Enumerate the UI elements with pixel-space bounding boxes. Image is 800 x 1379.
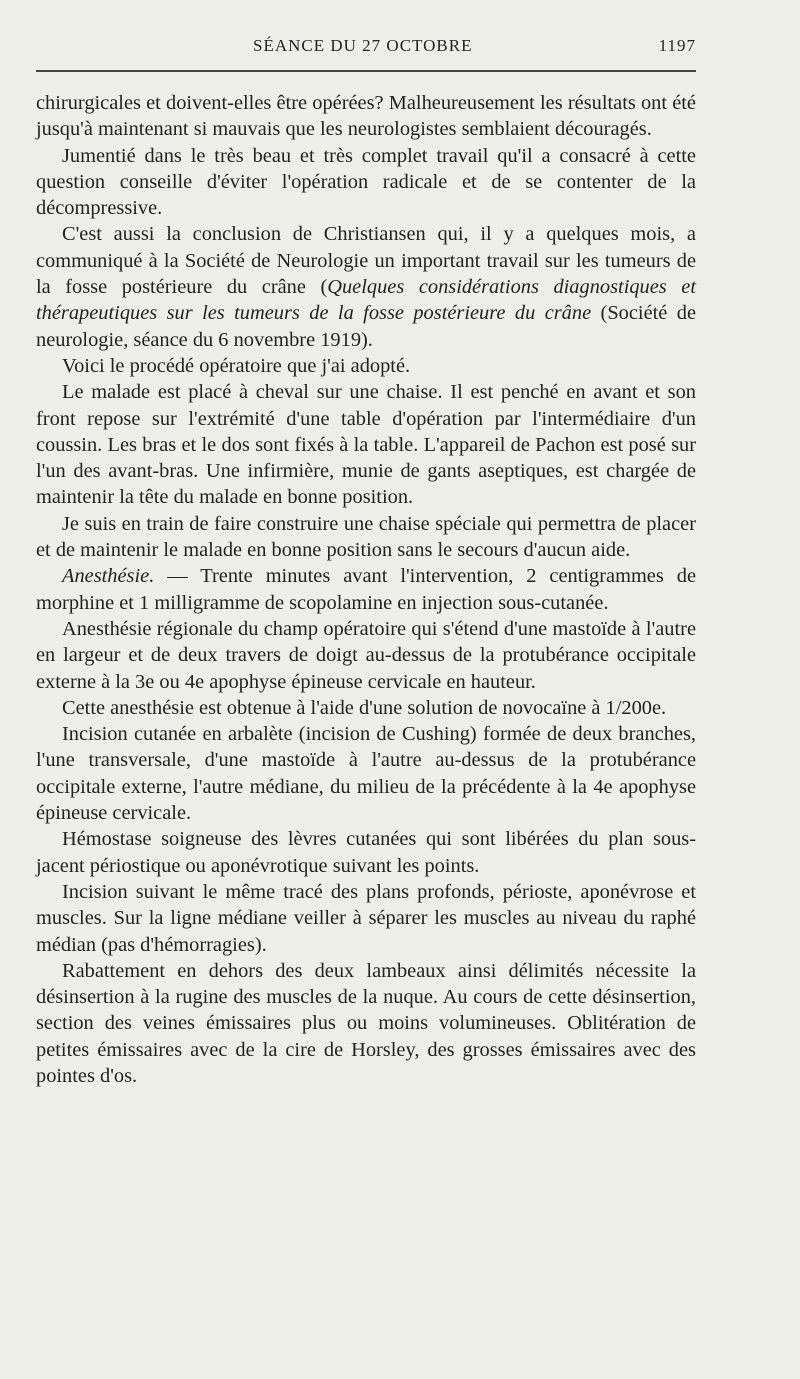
- header-rule: [36, 70, 696, 72]
- paragraph: Incision cutanée en arbalète (incision de Cushing) formée de deux branches, l'une transversale, d'une mastoïde à l'autre au-dessus de la protubérance occipitale externe, l'autre médiane, du milieu de la précédente à la 4e apophyse épineuse cervicale.: [36, 723, 696, 825]
- page-number: 1197: [658, 36, 696, 55]
- paragraph-text: C'est aussi la conclusion de Christiansen qui, il y a quelques mois, a communiqué à la Société de Neurologie un important travail sur les tumeurs de la fosse postérieure du crâne (: [36, 223, 696, 299]
- section-heading: Anesthésie.: [62, 565, 155, 588]
- paragraph: Incision suivant le même tracé des plans profonds, périoste, aponévrose et muscles. Sur la ligne médiane veiller à séparer les muscles au niveau du raphé médian (pas d'hémorragies).: [36, 880, 696, 956]
- paragraph: chirurgicales et doivent-elles être opérées? Malheureusement les résultats ont été jusqu'à maintenant si mauvais que les neurologistes semblaient découragés.: [36, 92, 696, 141]
- paragraph: Hémostase soigneuse des lèvres cutanées qui sont libérées du plan sous-jacent périostique ou aponévrotique suivant les points.: [36, 828, 696, 877]
- running-head: SÉANCE DU 27 OCTOBRE: [253, 36, 473, 55]
- italic-title: Quelques considérations diagnostiques et thérapeutiques sur les tumeurs de la fosse postérieure du crâne: [36, 276, 696, 325]
- paragraph-text: (Société de neurologie, séance du 6 novembre 1919).: [36, 302, 696, 351]
- paragraph: Rabattement en dehors des deux lambeaux ainsi délimités nécessite la désinsertion à la rugine des muscles de la nuque. Au cours de cette désinsertion, section des veines émissaires plus ou moins volumineuses. Oblitération de petites émissaires avec de la cire de Horsley, des grosses émissaires avec des pointes d'os.: [36, 959, 696, 1087]
- paragraph: Cette anesthésie est obtenue à l'aide d'une solution de novocaïne à 1/200e.: [62, 696, 667, 719]
- paragraph: Voici le procédé opératoire que j'ai adopté.: [62, 354, 411, 377]
- paragraph: Anesthésie régionale du champ opératoire qui s'étend d'une mastoïde à l'autre en largeur et de deux travers de doigt au-dessus de la protubérance occipitale externe à la 3e ou 4e apophyse épineuse cervicale en hauteur.: [36, 617, 696, 693]
- paragraph: Je suis en train de faire construire une chaise spéciale qui permettra de placer et de maintenir le malade en bonne position sans le secours d'aucun aide.: [36, 512, 696, 562]
- paragraph-text: — Trente minutes avant l'intervention, 2 centigrammes de morphine et 1 milligramme de scopolamine en injection sous-cutanée.: [36, 565, 696, 614]
- paragraph: [36, 563, 696, 616]
- page-header: [36, 36, 696, 70]
- paragraph: Jumentié dans le très beau et très complet travail qu'il a consacré à cette question conseille d'éviter l'opération radicale et de se contenter de la décompressive.: [36, 144, 696, 220]
- body-text: [36, 90, 696, 1089]
- paragraph: Le malade est placé à cheval sur une chaise. Il est penché en avant et son front repose sur l'extrémité d'une table d'opération par l'intermédiaire d'un coussin. Les bras et le dos sont fixés à la table. L'appareil de Pachon est posé sur l'un des avant-bras. Une infirmière, munie de gants aseptiques, est chargée de maintenir la tête du malade en bonne position.: [36, 381, 696, 509]
- paragraph: [36, 221, 696, 352]
